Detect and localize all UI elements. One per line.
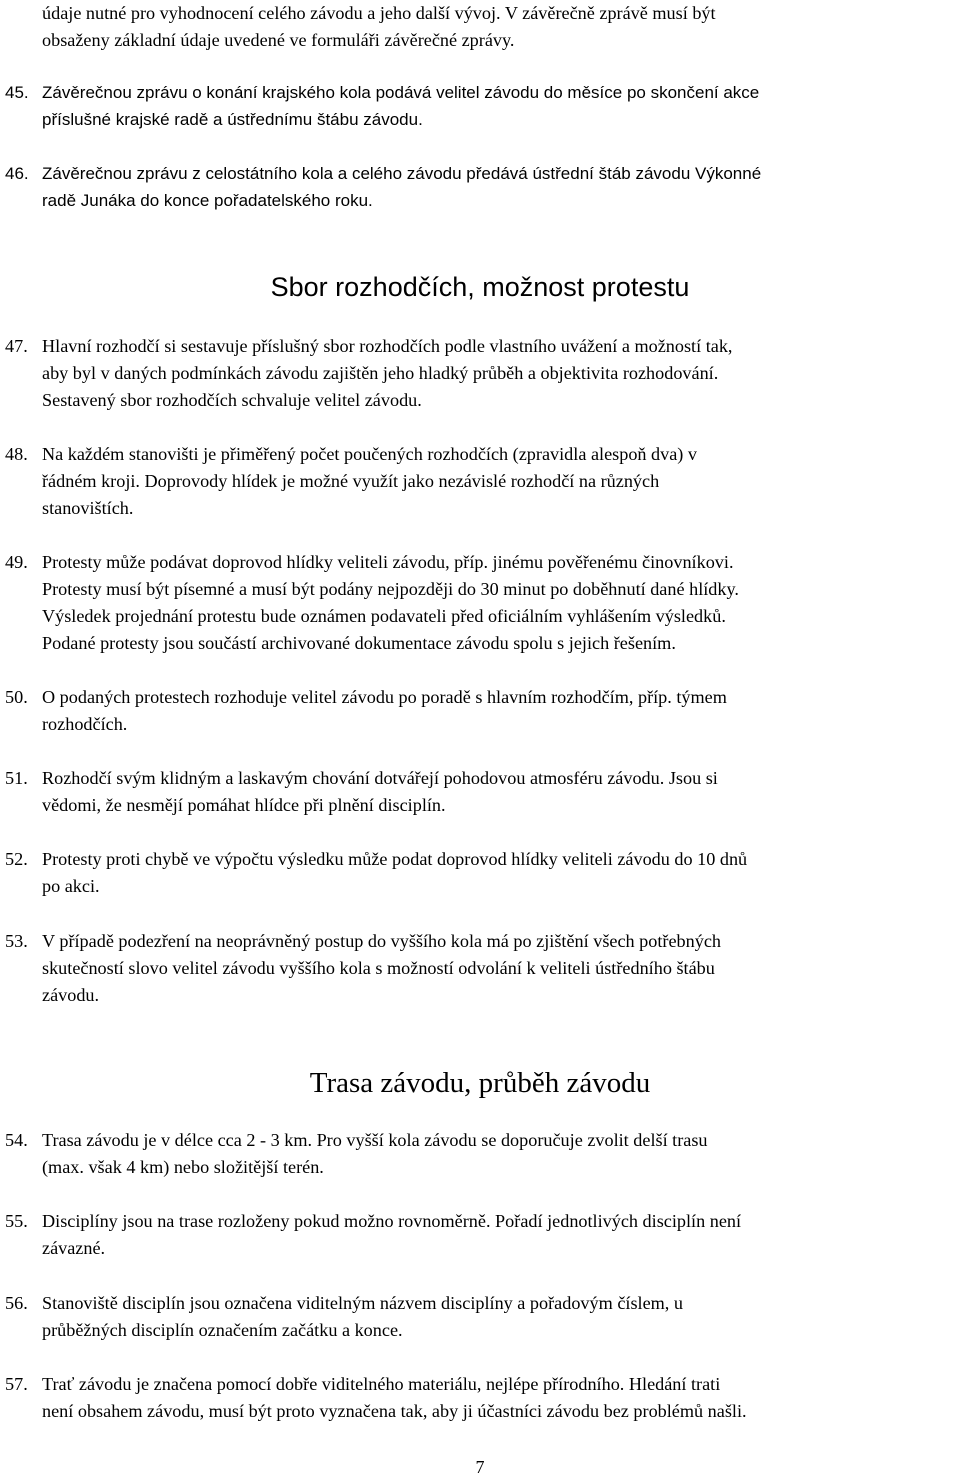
item-line: Stanoviště disciplín jsou označena viditelným názvem disciplíny a pořadovým číslem, u — [42, 1293, 683, 1313]
item-line: V případě podezření na neoprávněný postup do vyššího kola má po zjištění všech potřebných — [42, 931, 722, 951]
intro-paragraph — [42, 0, 954, 54]
item-line: Trasa závodu je v délce cca 2 - 3 km. Pro vyšší kola závodu se doporučuje zvolit delší trasu — [42, 1130, 708, 1150]
item-line: řádném kroji. Doprovody hlídek je možné využít jako nezávislé rozhodčí na různých — [42, 471, 660, 491]
item-line: rozhodčích. — [42, 714, 128, 734]
item-line: Protesty proti chybě ve výpočtu výsledku může podat doprovod hlídky veliteli závodu do 10 dnů — [42, 849, 748, 869]
item-line: Protesty může podávat doprovod hlídky veliteli závodu, příp. jinému pověřenému činovníkovi. — [42, 552, 734, 572]
item-line: Disciplíny jsou na trase rozloženy pokud možno rovnoměrně. Pořadí jednotlivých disciplín není — [42, 1211, 742, 1231]
item-number: 47. — [5, 336, 28, 356]
item-line: průběžných disciplín označením začátku a konce. — [42, 1320, 403, 1340]
section-heading-route: Trasa závodu, průběh závodu — [309, 1067, 651, 1099]
item-number: 57. — [5, 1374, 28, 1394]
item-line: vědomi, že nesmějí pomáhat hlídce při plnění disciplín. — [42, 795, 446, 815]
item-number: 54. — [5, 1130, 28, 1150]
item-line: O podaných protestech rozhoduje velitel závodu po poradě s hlavním rozhodčím, příp. týmem — [42, 687, 727, 707]
item-line: závodu. — [42, 985, 100, 1005]
intro-line: obsaženy základní údaje uvedené ve formuláři závěrečné zprávy. — [42, 30, 515, 50]
intro-line: údaje nutné pro vyhodnocení celého závodu a jeho další vývoj. V závěrečně zprávě musí být — [42, 3, 716, 23]
item-number: 55. — [5, 1211, 28, 1231]
item-line: po akci. — [42, 876, 100, 896]
item-line: Sestavený sbor rozhodčích schvaluje velitel závodu. — [42, 390, 422, 410]
item-line: Výsledek projednání protestu bude oznámen podavateli před oficiálním vyhlášením výsledků. — [42, 606, 726, 626]
item-line: skutečností slovo velitel závodu vyššího kola s možností odvolání k veliteli ústředního štábu — [42, 958, 715, 978]
item-line: Trať závodu je značena pomocí dobře viditelného materiálu, nejlépe přírodního. Hledání trati — [42, 1374, 721, 1394]
item-number: 53. — [5, 931, 28, 951]
item-number: 45. — [5, 83, 29, 102]
item-line: závazné. — [42, 1238, 106, 1258]
item-line: příslušné krajské radě a ústřednímu štábu závodu. — [42, 110, 423, 129]
page-number: 7 — [475, 1457, 485, 1477]
item-line: Rozhodčí svým klidným a laskavým chování dotvářejí pohodovou atmosféru závodu. Jsou si — [42, 768, 718, 788]
item-number: 50. — [5, 687, 28, 707]
item-line: stanovištích. — [42, 498, 134, 518]
item-number: 46. — [5, 164, 29, 183]
item-line: Závěrečnou zprávu z celostátního kola a celého závodu předává ústřední štáb závodu Výkonné — [42, 164, 762, 183]
item-line: není obsahem závodu, musí být proto vyznačena tak, aby ji účastníci závodu bez problémů našli. — [42, 1401, 747, 1421]
item-line: Podané protesty jsou součástí archivované dokumentace závodu spolu s jejich řešením. — [42, 633, 676, 653]
item-line: aby byl v daných podmínkách závodu zajištěn jeho hladký průběh a objektivita rozhodování. — [42, 363, 719, 383]
item-line: (max. však 4 km) nebo složitější terén. — [42, 1157, 324, 1177]
section-heading-judges: Sbor rozhodčích, možnost protestu — [270, 272, 690, 302]
item-number: 48. — [5, 444, 28, 464]
item-number: 51. — [5, 768, 28, 788]
item-line: radě Junáka do konce pořadatelského roku. — [42, 191, 373, 210]
item-line: Protesty musí být písemné a musí být podány nejpozději do 30 minut po doběhnutí dané hlídky. — [42, 579, 739, 599]
item-number: 52. — [5, 849, 28, 869]
item-line: Závěrečnou zprávu o konání krajského kola podává velitel závodu do měsíce po skončení akce — [42, 83, 760, 102]
item-line: Na každém stanovišti je přiměřený počet poučených rozhodčích (zpravidla alespoň dva) v — [42, 444, 698, 464]
item-line: Hlavní rozhodčí si sestavuje příslušný sbor rozhodčích podle vlastního uvážení a možností tak, — [42, 336, 733, 356]
item-number: 49. — [5, 552, 28, 572]
item-number: 56. — [5, 1293, 28, 1313]
